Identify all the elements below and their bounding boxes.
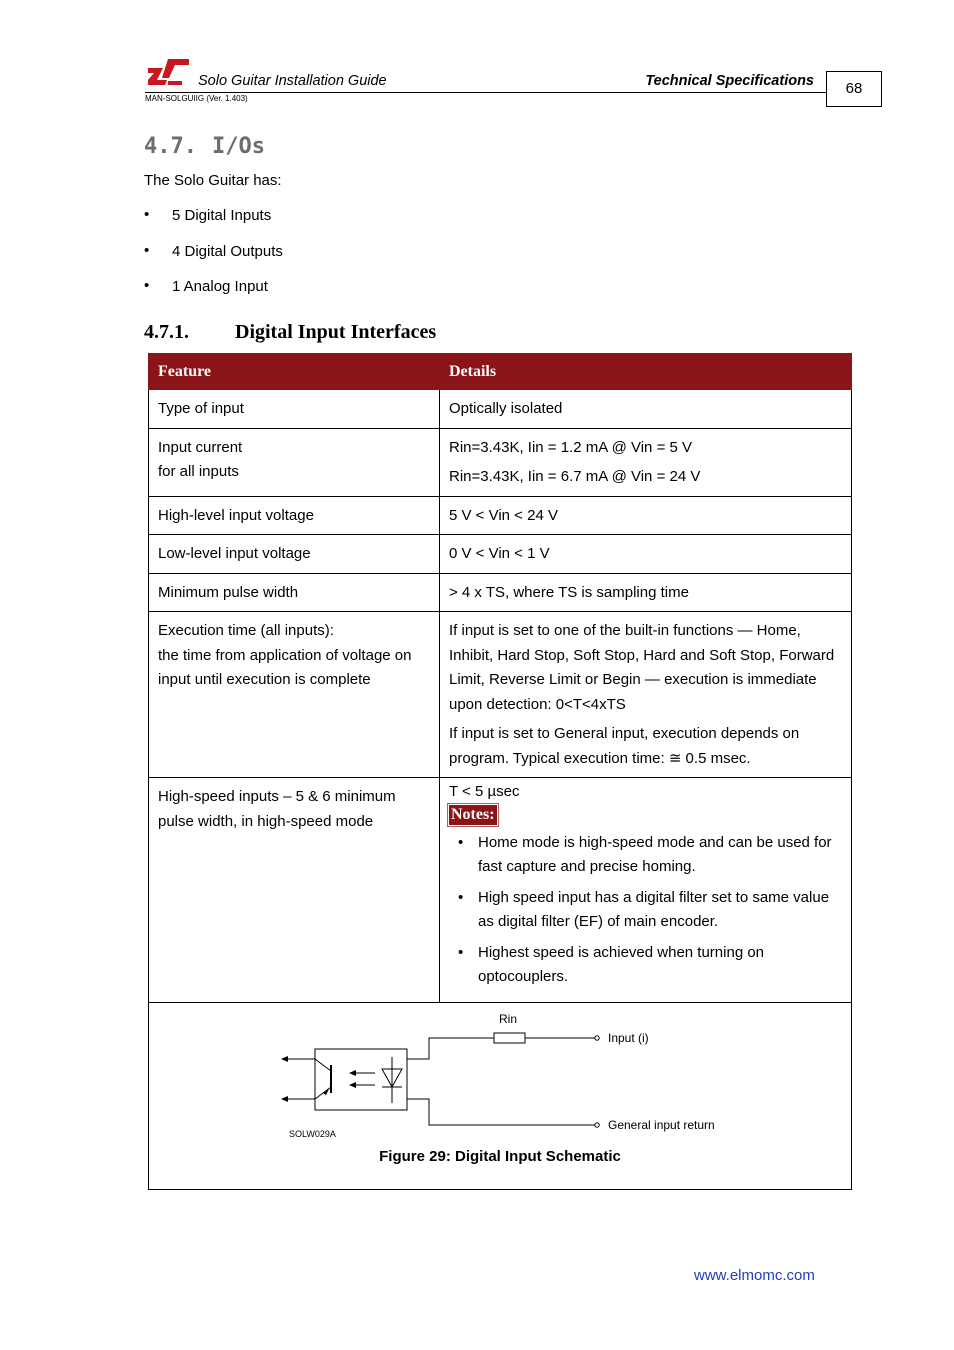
details-text: > 4 x TS, where TS is sampling time [449,583,689,601]
details-cell [440,612,852,778]
table-row [149,573,852,612]
section-heading [144,134,265,159]
details-cell [440,778,852,1003]
details-cell [440,496,852,535]
details-text: 5 V < Vin < 24 V [449,506,558,524]
list-item: • 5 Digital Inputs [144,207,283,243]
table-row [149,535,852,574]
feature-text: Minimum pulse width [158,583,299,601]
feature-cell [149,428,440,496]
table-row [149,390,852,429]
input-label: Input (i) [608,1030,649,1045]
input-wire [407,1038,494,1059]
list-item: • 4 Digital Outputs [144,243,283,279]
details-cell [440,573,852,612]
subsection-number: 4.7.1. [144,321,189,343]
input-terminal [595,1035,599,1039]
feature-text: Execution time (all inputs): [158,622,334,639]
details-text: Rin=3.43K, Iin = 1.2 mA @ Vin = 5 V [449,438,693,456]
feature-text: High-level input voltage [158,506,314,524]
rin-label: Rin [499,1011,518,1026]
arrow-left-icon [281,1096,288,1102]
feature-text: the time from application of voltage on input until execution is complete [158,646,412,688]
note-item: • Highest speed is achieved when turning on optocouplers. [449,941,842,990]
return-terminal [595,1122,599,1126]
elmo-logo [148,58,190,86]
header-title: Solo Guitar Installation Guide [198,73,387,89]
figure-cell [149,1002,852,1189]
column-header-feature: Feature [149,354,440,390]
note-item: • High speed input has a digital filter set to same value as digital filter (EF) of main encoder. [449,886,842,935]
feature-cell [149,573,440,612]
table-row [149,428,852,496]
feature-text: Low-level input voltage [158,545,311,562]
feature-cell [149,496,440,535]
details-text: If input is set to one of the built-in functions — Home, Inhibit, Hard Stop, Soft Stop, Hard and Soft Stop, Forward Limit, Reverse Limit or Begin — execution is immediate upon detection: 0<T<4xTS [449,622,835,713]
intro-text: The Solo Guitar has: [144,172,282,189]
column-header-details: Details [440,354,852,390]
list-item: • 1 Analog Input [144,278,283,314]
details-text: T < 5 µsec [449,783,520,800]
return-wire [407,1099,595,1125]
details-text: If input is set to General input, execution depends on program. Typical execution time: ≅ 0.5 msec. [449,725,800,767]
feature-text: High-speed inputs – 5 & 6 minimum pulse width, in high-speed mode [158,788,396,830]
digital-input-table [148,353,852,1190]
io-list [144,207,283,314]
feature-cell [149,390,440,429]
page-number: 68 [826,71,882,107]
details-text: Optically isolated [449,400,563,417]
feature-text: Type of input [158,400,244,417]
figure-caption: Figure 29: Digital Input Schematic [379,1147,621,1165]
table-row [149,496,852,535]
subsection-heading [144,321,436,344]
details-cell [440,535,852,574]
header-rule [145,92,827,93]
arrow-left-icon [281,1056,288,1062]
notes-list [449,831,842,990]
feature-cell [149,535,440,574]
return-label: General input return [608,1117,715,1132]
table-header-row [149,354,852,390]
feature-text: for all inputs [158,463,239,480]
feature-cell [149,778,440,1003]
drawing-code: SOLW029A [289,1128,336,1139]
digital-input-schematic [279,1007,739,1142]
footer-link[interactable]: www.elmomc.com [694,1267,815,1284]
section-number: 4.7. [144,134,197,159]
details-cell [440,428,852,496]
section-title: I/Os [212,134,265,159]
details-text: Rin=3.43K, Iin = 6.7 mA @ Vin = 24 V [449,468,701,485]
document-id: MAN-SOLGUIIG (Ver. 1.403) [145,94,248,103]
subsection-title: Digital Input Interfaces [235,321,437,343]
details-cell [440,390,852,429]
feature-text: Input current [158,438,243,456]
header-section: Technical Specifications [645,73,814,89]
optocoupler-box [315,1049,407,1110]
figure-row [149,1002,852,1189]
notes-title: Notes: [451,806,495,823]
table-row [149,612,852,778]
table-row [149,778,852,1003]
note-item: • Home mode is high-speed mode and can be used for fast capture and precise homing. [449,831,842,880]
details-text: 0 V < Vin < 1 V [449,545,550,562]
resistor-rin [494,1033,525,1043]
feature-cell [149,612,440,778]
